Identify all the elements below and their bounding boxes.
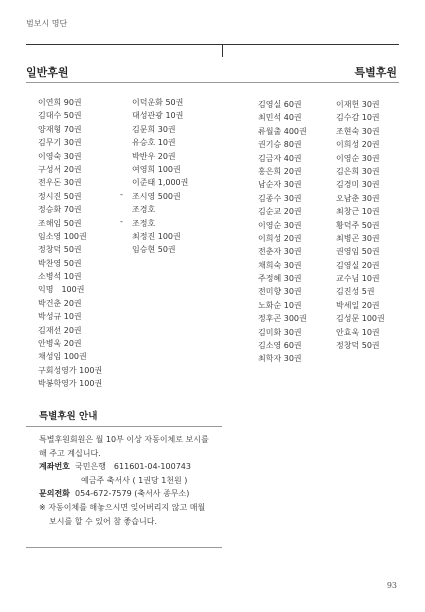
donor-entry: 노화순 10권 (258, 300, 302, 310)
donor-entry: 김종수 30권 (258, 193, 302, 203)
info-title: 특별후원 안내 (39, 411, 98, 422)
donor-entry: 김소영 60권 (258, 341, 302, 351)
donor-entry: 최학자 30권 (258, 354, 302, 364)
donor-entry: 이연희 90권 (38, 98, 82, 107)
donor-entry: 김미화 30권 (258, 327, 302, 337)
donor-entry: 채성임 100권 (38, 352, 87, 362)
info-line: 해 주고 계십니다. (39, 448, 101, 458)
donor-entry: 익명 100권 (38, 285, 85, 295)
donor-entry: 이재헌 30권 (336, 100, 380, 109)
donor-entry: 정승화 70권 (38, 205, 82, 215)
info-bottom-divider (26, 547, 222, 548)
donor-entry: 정창덕 50권 (336, 341, 380, 351)
donor-entry: 박반우 20권 (132, 151, 176, 161)
donor-entry: 주정혜 30권 (258, 274, 302, 284)
special-list-col1 (258, 98, 307, 366)
section-title-special: 특별후원 (354, 66, 397, 79)
donor-entry: 임소영 100권 (38, 231, 87, 241)
donor-entry: 박세일 20권 (336, 300, 380, 310)
donor-entry: 유승호 10권 (132, 138, 176, 148)
account-value: 국민은행 611601-04-100743 (75, 462, 191, 472)
phone-value: 054-672-7579 (축서사 종무소) (75, 489, 190, 499)
donor-entry: 김재선 20권 (38, 325, 82, 335)
donor-entry: 조경호 (132, 205, 156, 215)
donor-entry: 최민석 40권 (258, 113, 302, 123)
donor-entry: 권영임 50권 (336, 247, 380, 257)
donor-entry: 최창근 10권 (336, 207, 380, 217)
section-divider (26, 82, 399, 83)
donor-entry: 임승현 50권 (132, 245, 176, 255)
donor-entry: 소병석 10권 (38, 272, 82, 282)
donor-entry: 안효욱 10권 (336, 327, 380, 337)
donor-entry: 박성규 10권 (38, 312, 82, 322)
donor-entry: 조시영 500권 (132, 191, 181, 201)
donor-entry: 전춘자 30권 (258, 247, 302, 257)
donor-entry: 조정호 (132, 218, 156, 228)
donor-entry: 권기승 80권 (258, 140, 302, 150)
donor-entry: 황덕주 50권 (336, 220, 380, 230)
account-label: 계좌번호 (39, 462, 70, 472)
donor-entry: 전미향 30권 (258, 287, 302, 297)
general-list-col1 (38, 96, 102, 391)
donor-entry: 양재형 70권 (38, 124, 82, 134)
donor-entry: 박찬영 50권 (38, 258, 82, 268)
donor-entry: 김금자 40권 (258, 153, 302, 163)
donor-entry: 김수감 10권 (336, 113, 380, 123)
donor-entry: 교수님 10권 (336, 274, 380, 284)
donor-entry: 김대수 50권 (38, 111, 82, 121)
phone-label: 문의전화 (39, 489, 70, 499)
info-line: 특별후원회원은 월 10부 이상 자동이체로 보시를 (39, 435, 209, 444)
donor-entry: 정시진 50권 (38, 191, 82, 201)
info-block (39, 433, 229, 528)
bracket-marker: - (120, 217, 123, 226)
donor-entry: 이영숙 30권 (38, 151, 82, 161)
info-divider (26, 426, 222, 427)
section-title-general: 일반후원 (26, 66, 69, 79)
donor-entry: 정후곤 300권 (258, 314, 307, 324)
top-divider (26, 44, 399, 45)
donor-entry: 남순자 30권 (258, 180, 302, 190)
donor-entry: 대성관광 10권 (132, 111, 184, 121)
donor-entry: 이영순 30권 (336, 153, 380, 163)
donor-entry: 박봉학영가 100권 (38, 379, 103, 389)
general-list-col2 (132, 96, 188, 257)
account-holder: 예금주 축서사 ( 1권당 1천원 ) (81, 475, 188, 485)
donor-entry: 김영실 60권 (258, 100, 302, 109)
donor-entry: 이영순 30권 (258, 220, 302, 230)
donor-entry: 오남춘 30권 (336, 193, 380, 203)
note-line: ※ 자동이체를 해놓으시면 잊어버리지 않고 매월 (39, 502, 206, 512)
donor-entry: 안병욱 20권 (38, 339, 82, 349)
donor-entry: 홍은희 20권 (258, 166, 302, 176)
donor-entry: 정창덕 50권 (38, 245, 82, 255)
donor-entry: 조현숙 30권 (336, 126, 380, 136)
bracket-marker: - (120, 190, 123, 199)
donor-entry: 최정진 100권 (132, 231, 181, 241)
page-header: 범보시 명단 (26, 19, 68, 28)
donor-entry: 김성문 100권 (336, 314, 385, 324)
donor-entry: 여영희 100권 (132, 164, 181, 174)
note-line: 보시를 할 수 있어 참 좋습니다. (49, 516, 157, 526)
donor-entry: 채희숙 30권 (258, 260, 302, 270)
donor-entry: 구성서 20권 (38, 164, 82, 174)
donor-entry: 김은희 30권 (336, 166, 380, 176)
page-number: 93 (386, 581, 397, 590)
account-line (39, 460, 229, 474)
special-list-col2 (336, 98, 385, 352)
donor-entry: 구회성영가 100권 (38, 365, 103, 375)
donor-entry: 전우돈 30권 (38, 178, 82, 188)
donor-entry: 조해임 50권 (38, 218, 82, 228)
donor-entry: 김순교 20권 (258, 207, 302, 217)
donor-entry: 이희성 20권 (258, 233, 302, 243)
donor-entry: 김문희 30권 (132, 124, 176, 134)
donor-entry: 박건춘 20권 (38, 298, 82, 308)
donor-entry: 이희성 20권 (336, 140, 380, 150)
phone-line (39, 487, 229, 501)
donor-entry: 이준태 1,000권 (132, 178, 189, 188)
donor-entry: 최병곤 30권 (336, 233, 380, 243)
donor-entry: 류월출 400권 (258, 126, 307, 136)
center-tick-mark (222, 44, 223, 57)
donor-entry: 김영실 20권 (336, 260, 380, 270)
donor-entry: 김무기 30권 (38, 138, 82, 148)
donor-entry: 이덕운화 50권 (132, 98, 184, 107)
donor-entry: 김경미 30권 (336, 180, 380, 190)
donor-entry: 김진성 5권 (336, 287, 375, 297)
